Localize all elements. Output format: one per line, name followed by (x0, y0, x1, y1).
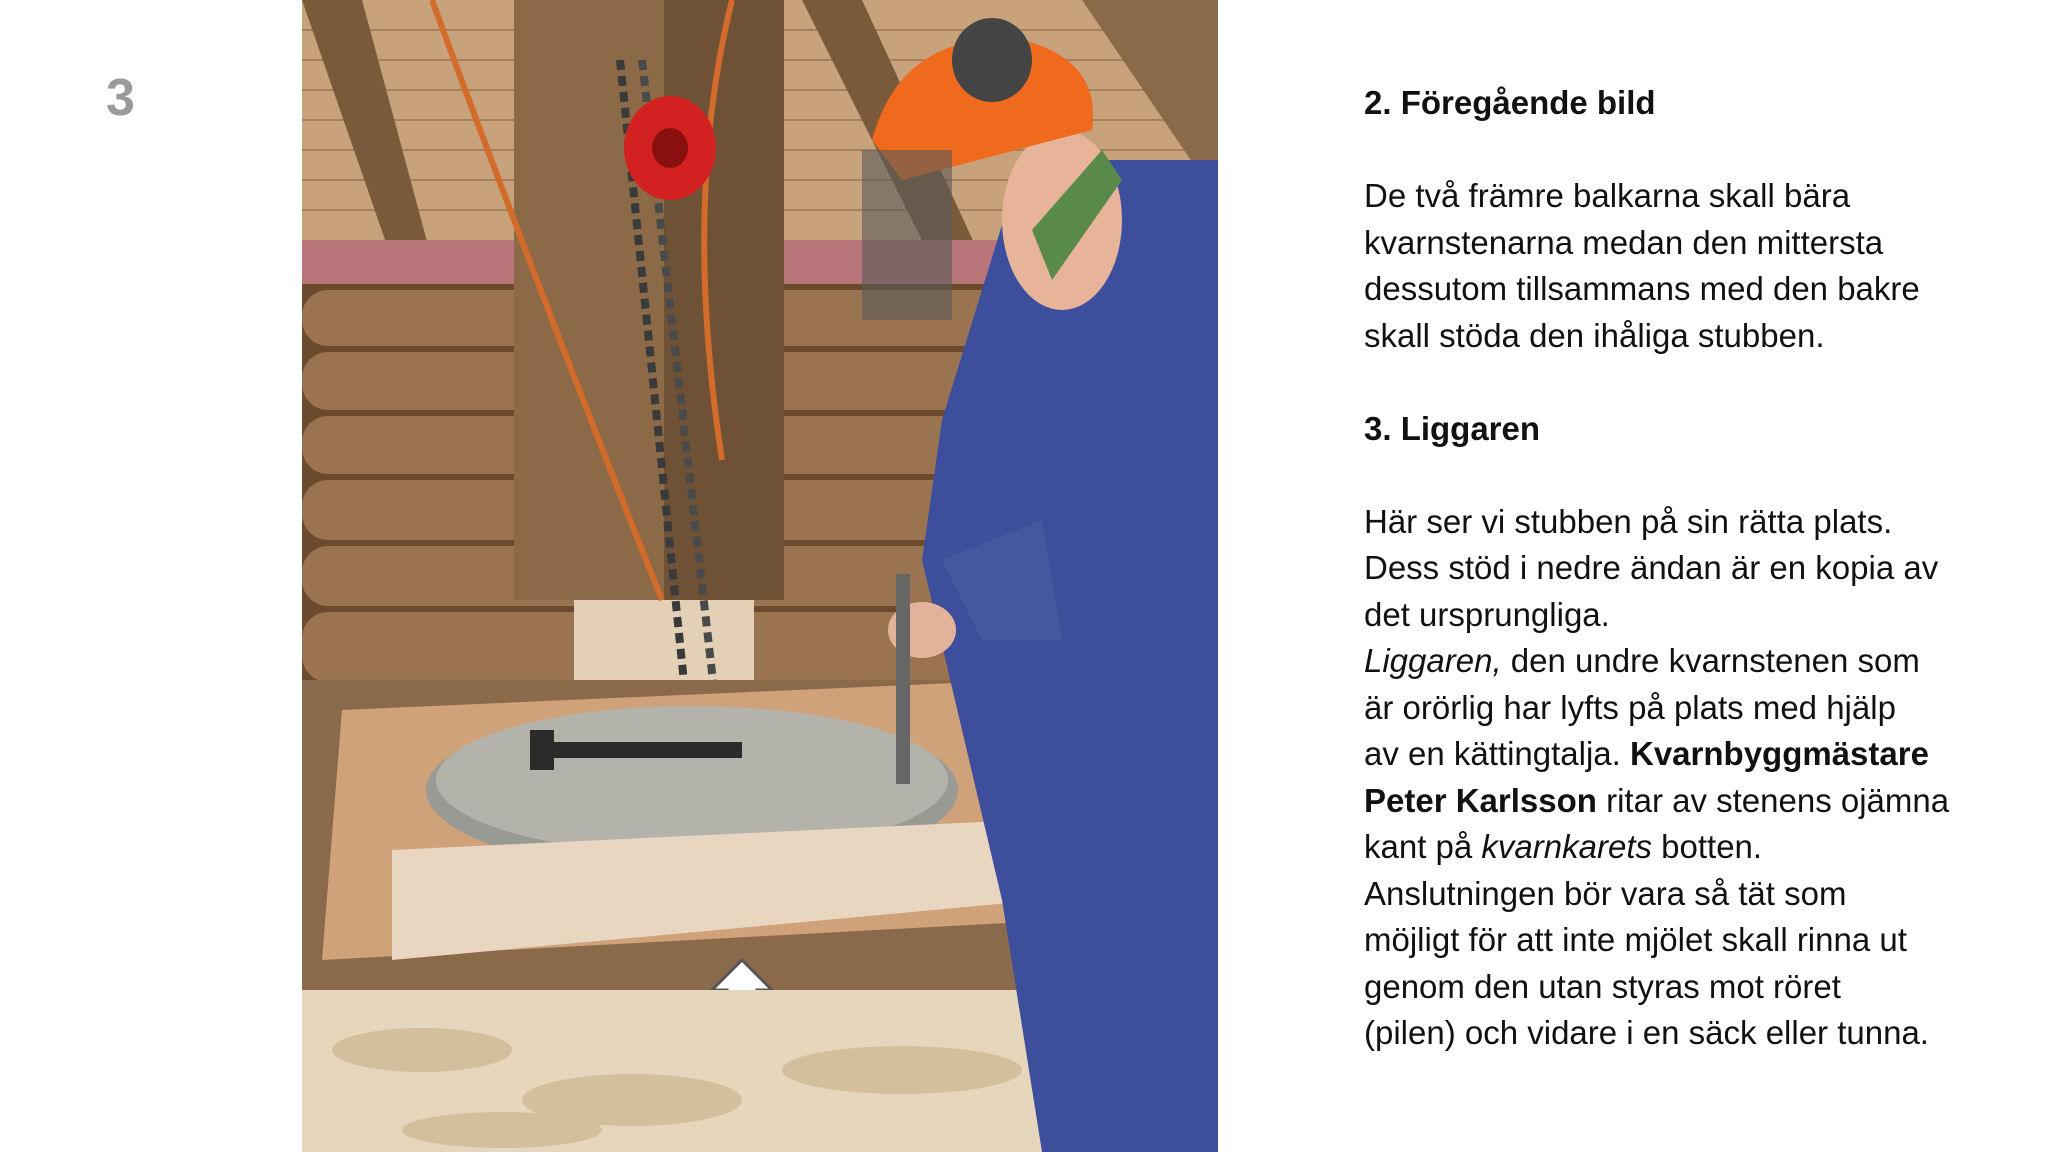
term-kvarnkarets: kvarnkarets (1481, 828, 1652, 865)
text-column (1364, 80, 2004, 1057)
section3-line (1364, 824, 2004, 871)
section3-line (1364, 778, 2004, 825)
section2-line: dessutom tillsammans med den bakre (1364, 270, 1920, 307)
section3-line: genom den utan styras mot röret (1364, 967, 1841, 1005)
builder-title: Kvarnbyggmästare (1630, 735, 1929, 772)
slide-number: 3 (106, 69, 135, 127)
line-text: botten. (1651, 828, 1763, 865)
workshop-photo (302, 0, 1218, 1152)
millstone-photo-illustration (302, 0, 1218, 1152)
line-text: kant på (1364, 828, 1482, 865)
section3-line: Dess stöd i nedre ändan är en kopia av (1364, 549, 1939, 586)
section3-line: (pilen) och vidare i en säck eller tunna. (1364, 1014, 1929, 1051)
section3-line: Anslutningen bör vara så tät som (1364, 874, 1847, 912)
section3-line (1364, 638, 2004, 685)
line-text: av en kättingtalja. (1364, 735, 1630, 772)
section3-line (1364, 731, 2004, 778)
section2-line: kvarnstenarna medan den mittersta (1364, 223, 1884, 261)
term-liggaren: Liggaren, (1364, 642, 1502, 679)
section3-line: det ursprungliga. (1364, 595, 1610, 633)
section2-heading: 2. Föregående bild (1364, 84, 1656, 121)
line-text: den undre kvarnstenen som (1501, 642, 1920, 679)
section2-line: De två främre balkarna skall bära (1364, 177, 1851, 214)
section3-line: möjligt för att inte mjölet skall rinna ut (1364, 921, 1907, 958)
section3-line: Här ser vi stubben på sin rätta plats. (1364, 502, 1893, 540)
section3-heading: 3. Liggaren (1364, 409, 1541, 447)
line-text: ritar av stenens ojämna (1596, 781, 1950, 819)
section2-line: skall stöda den ihåliga stubben. (1364, 316, 1825, 354)
section3-line: är orörlig har lyfts på plats med hjälp (1364, 688, 1896, 726)
builder-name: Peter Karlsson (1364, 781, 1597, 819)
